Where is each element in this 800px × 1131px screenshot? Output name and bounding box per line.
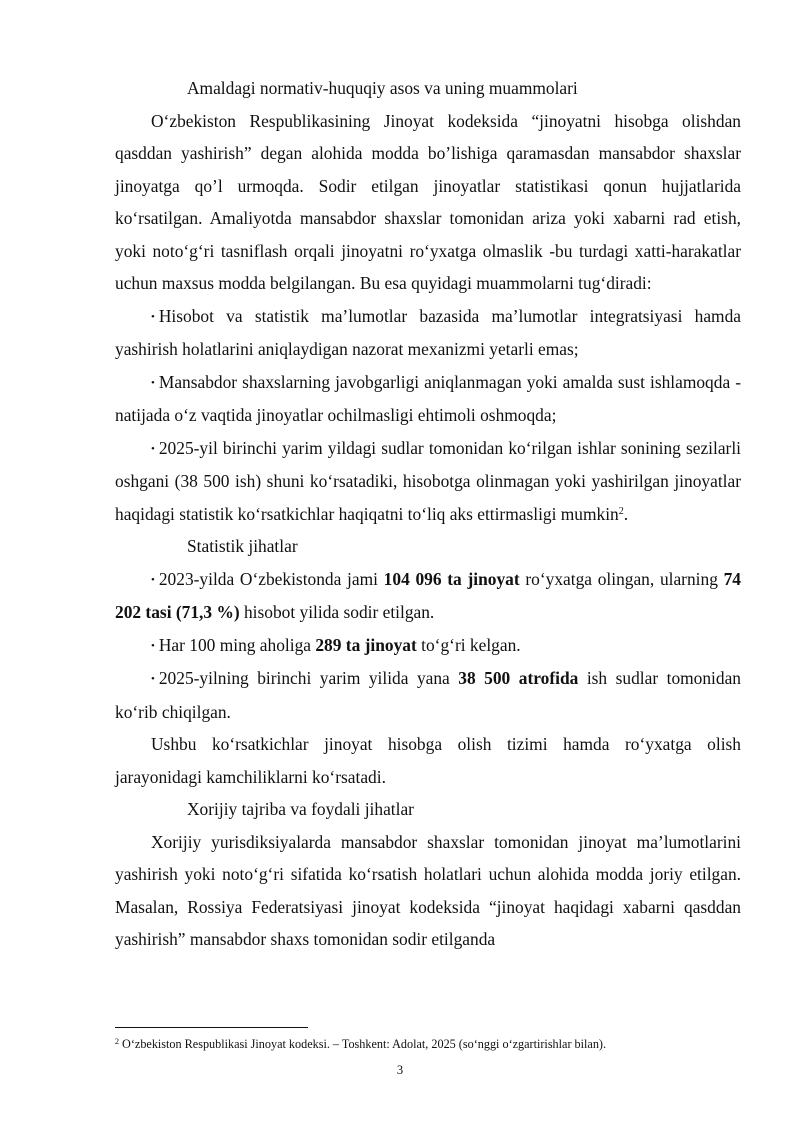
bullet-period: . (623, 503, 629, 524)
bullet-dot: • (151, 673, 155, 685)
bullet-item (115, 563, 741, 629)
bullet-dot: • (151, 442, 155, 455)
paragraph-statistics-summary: Ushbu ko‘rsatkichlar jinoyat hisobga olish tizimi hamda ro‘yxatga olish jarayonidagi kamchiliklarni ko‘rsatadi. (115, 734, 741, 787)
bullet-item (115, 432, 741, 531)
body-text (115, 72, 741, 956)
footnote-text: O‘zbekiston Respublikasi Jinoyat kodeksi. – Toshkent: Adolat, 2025 (so‘nggi o‘zgartirishlar bilan). (119, 1037, 607, 1051)
footnote-number: 2 (115, 1037, 119, 1046)
bold-value: 104 096 ta jinoyat (383, 568, 520, 589)
section-heading-legal-basis: Amaldagi normativ-huquqiy asos va uning muammolari (187, 78, 578, 98)
bullet-dot: • (151, 639, 155, 652)
footnote (115, 1036, 755, 1052)
bullet-text: 2025-yil birinchi yarim yildagi sudlar tomonidan ko‘rilgan ishlar sonining sezilarli oshgani (38 500 ish) shuni ko‘rsatadiki, hisobotga olinmagan yoki yashirilgan jinoyatlar haqidagi statistik ko‘rsatkichlar haqiqatni to‘liq aks ettirmasligi mumkin (115, 437, 741, 524)
bullet-item (115, 662, 741, 728)
bullet-item (115, 629, 741, 663)
bullet-dot: • (151, 376, 155, 389)
bold-value: 289 ta jinoyat (315, 634, 417, 655)
bullet-text: Mansabdor shaxslarning javobgarligi aniqlanmagan yoki amalda sust ishlamoqda - natijada o‘z vaqtida jinoyatlar ochilmasligi ehtimoli oshmoqda; (115, 371, 741, 425)
bullet-text: Hisobot va statistik ma’lumotlar bazasida ma’lumotlar integratsiyasi hamda yashirish holatlarini aniqlaydigan nazorat mexanizmi yetarli emas; (115, 305, 741, 359)
paragraph-foreign-experience: Xorijiy yurisdiksiyalarda mansabdor shaxslar tomonidan jinoyat ma’lumotlarini yashirish yoki noto‘g‘ri sifatida ko‘rsatish holatlari uchun alohida modda joriy etilgan. Masalan, Rossiya Federatsiyasi jinoyat kodeksida “jinoyat haqidagi xabarni qasddan yashirish” mansabdor shaxs tomonidan sodir etilganda (115, 831, 741, 949)
section-heading-statistics: Statistik jihatlar (187, 536, 298, 556)
footnote-separator (115, 1027, 308, 1028)
bullet-item (115, 300, 741, 366)
bullet-dot: • (151, 310, 155, 323)
bullet-dot: • (151, 573, 155, 586)
bold-value: 74 202 tasi (71,3 %) (115, 568, 741, 622)
paragraph-legal-basis: O‘zbekiston Respublikasining Jinoyat kodeksida “jinoyatni hisobga olishdan qasddan yashirish” degan alohida modda bo’lishiga qaramasdan mansabdor shaxslar jinoyatga qo’l urmoqda. Sodir etilgan jinoyatlar statistikasi qonun hujjatlarida ko‘rsatilgan. Amaliyotda mansabdor shaxslar tomonidan ariza yoki xabarni rad etish, yoki noto‘g‘ri tasniflash orqali jinoyatni ro‘yxatga olmaslik -bu turdagi xatti-harakatlar uchun maxsus modda belgilangan. Bu esa quyidagi muammolarni tug‘diradi: (115, 110, 741, 293)
footnote-reference: 2 (618, 505, 624, 517)
bullet-item (115, 366, 741, 432)
bold-value: 38 500 atrofida (458, 668, 579, 688)
bullet-text: to‘g‘ri kelgan. (416, 634, 521, 655)
bullet-text: ish sudlar tomonidan ko‘rib chiqilgan. (115, 668, 741, 722)
page-number: 3 (396, 1063, 404, 1077)
bullet-text: ro‘yxatga olingan, ularning (519, 568, 724, 589)
bullet-text: 2023-yilda O‘zbekistonda jami (158, 568, 384, 589)
bullet-text: Har 100 ming aholiga (158, 634, 316, 655)
bullet-text: 2025-yilning birinchi yarim yilida yana (158, 668, 459, 688)
section-heading-foreign-experience: Xorijiy tajriba va foydali jihatlar (187, 799, 414, 819)
bullet-text: hisobot yilida sodir etilgan. (239, 602, 435, 622)
